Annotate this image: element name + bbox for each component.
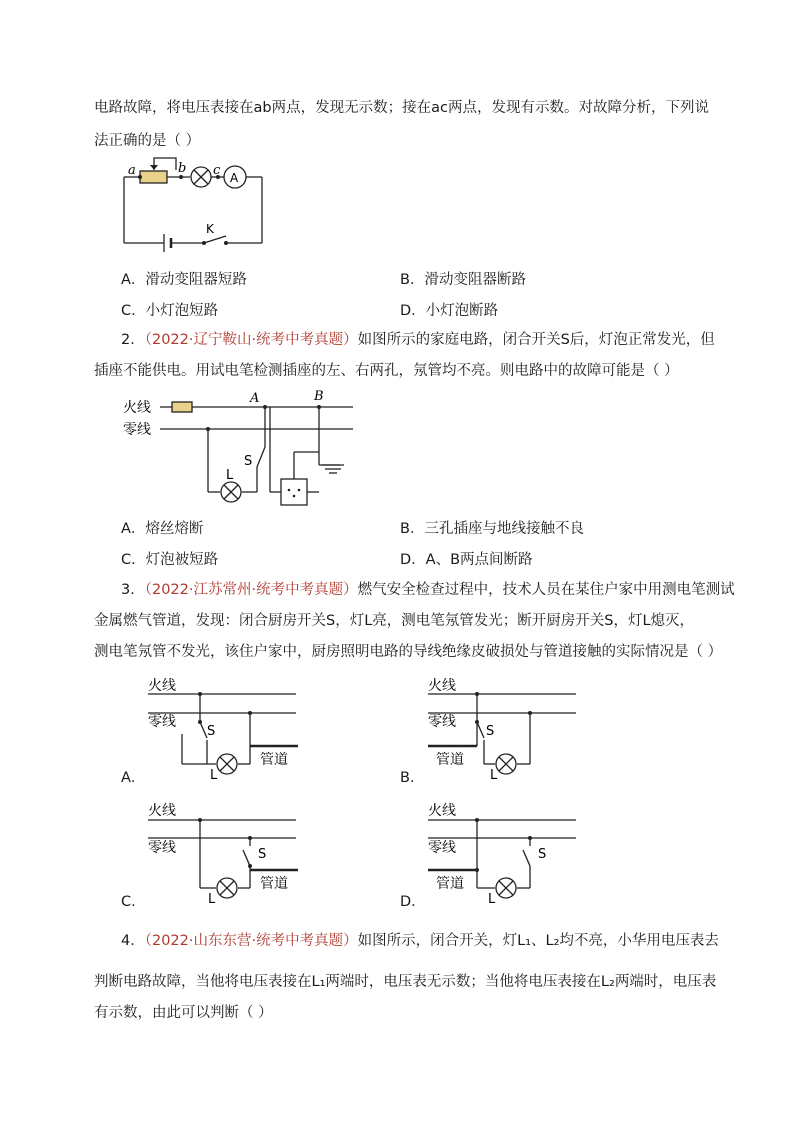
q3-text: 燃气安全检查过程中，技术人员在某住户家中用测电笔测试: [357, 582, 735, 598]
q3d-switch: S: [538, 847, 547, 862]
q4-line3: 有示数，由此可以判断（ ）: [94, 1005, 273, 1021]
q1-line1: 电路故障，将电压表接在ab两点，发现无示数；接在ac两点，发现有示数。对故障分析，下列说: [94, 100, 709, 116]
q2-lamp-label: L: [226, 468, 234, 483]
q3a-lamp: L: [210, 768, 218, 783]
q4-l1-symbol-2: L₁: [311, 974, 326, 990]
q3b-live: 火线: [428, 678, 456, 694]
q2-label-a: A: [250, 391, 260, 406]
q4-l2-symbol: L₂: [545, 933, 560, 949]
q3-line3: 测电笔氖管不发光，该住户家中，厨房照明电路的导线绝缘皮破损处与管道接触的实际情况是（ ）: [94, 644, 723, 660]
q2-option-d[interactable]: D．A、B两点间断路: [400, 552, 533, 568]
q3c-live: 火线: [148, 803, 176, 819]
q3c-pipe: 管道: [260, 876, 288, 892]
q3a-neutral: 零线: [148, 714, 176, 730]
q4-line1: [121, 931, 719, 951]
q3d-lamp: L: [488, 892, 496, 907]
q4-l1-symbol: L₁: [517, 933, 532, 949]
q1-label-b: b: [178, 161, 187, 176]
q3b-pipe: 管道: [436, 752, 464, 768]
q3-option-c[interactable]: C．: [121, 894, 146, 910]
q4-text-a: 如图所示，闭合开关，灯: [357, 933, 518, 949]
q1-label-c: c: [213, 163, 221, 178]
q3-option-a[interactable]: A．: [121, 770, 146, 786]
q2-option-a[interactable]: A．熔丝熔断: [121, 521, 204, 537]
q3-option-b[interactable]: B．: [400, 770, 425, 786]
q3c-neutral: 零线: [148, 840, 176, 856]
q3-option-d[interactable]: D．: [400, 894, 426, 910]
q2-switch-label: S: [244, 454, 253, 469]
q3d-pipe: 管道: [436, 876, 464, 892]
q1-ammeter-label: A: [230, 171, 239, 185]
q4-line2-a: 判断电路故障，当他将电压表接在: [94, 974, 312, 990]
q3c-lamp: L: [208, 892, 216, 907]
q3-source: （2022·江苏常州·统考中考真题）: [144, 582, 358, 598]
q3a-pipe: 管道: [260, 752, 288, 768]
q3a-live: 火线: [148, 678, 176, 694]
q3d-neutral: 零线: [428, 840, 456, 856]
q3b-switch: S: [486, 724, 495, 739]
q3a-switch: S: [207, 724, 216, 739]
q3-diagram-d: [428, 802, 576, 907]
q3-diagram-c: [148, 802, 298, 907]
q2-option-b[interactable]: B．三孔插座与地线接触不良: [400, 521, 584, 537]
q3-line2: 金属燃气管道，发现：闭合厨房开关S，灯L亮，测电笔氖管发光；断开厨房开关S，灯L熄灭，: [94, 613, 695, 629]
q4-line2-b: 两端时，电压表无示数；当他将电压表接在: [325, 974, 601, 990]
q2-line2: 插座不能供电。用试电笔检测插座的左、右两孔，氖管均不亮。则电路中的故障可能是（ ）: [94, 363, 679, 379]
q2-live-label: 火线: [123, 400, 151, 416]
q4-sep: 、: [531, 933, 546, 949]
q4-number: 4．: [121, 933, 145, 949]
q4-source: （2022·山东东营·统考中考真题）: [144, 933, 358, 949]
q2-number: 2．: [121, 332, 145, 348]
q1-option-d[interactable]: D．小灯泡断路: [400, 303, 499, 319]
q4-text-b: 均不亮，小华用电压表去: [559, 933, 719, 949]
q3d-live: 火线: [428, 803, 456, 819]
q1-switch-label: K: [206, 222, 214, 236]
q3-diagram-b: [428, 677, 576, 783]
q2-label-b: B: [314, 389, 324, 404]
q3b-lamp: L: [490, 768, 498, 783]
q3-diagram-a: [148, 677, 298, 783]
q1-label-a: a: [128, 163, 136, 178]
q2-neutral-label: 零线: [123, 422, 151, 438]
q1-option-b[interactable]: B．滑动变阻器断路: [400, 272, 526, 288]
q4-l2-symbol-2: L₂: [600, 974, 615, 990]
q2-text: 如图所示的家庭电路，闭合开关S后，灯泡正常发光，但: [357, 332, 715, 348]
q2-source: （2022·辽宁鞍山·统考中考真题）: [144, 332, 358, 348]
q3-number: 3．: [121, 582, 145, 598]
q1-option-c[interactable]: C．小灯泡短路: [121, 303, 219, 319]
q2-option-c[interactable]: C．灯泡被短路: [121, 552, 219, 568]
q3c-switch: S: [258, 847, 267, 862]
q4-line2-c: 两端时，电压表: [614, 974, 717, 990]
q4-line2: [94, 972, 716, 992]
q1-option-a[interactable]: A．滑动变阻器短路: [121, 272, 247, 288]
q3b-neutral: 零线: [428, 714, 456, 730]
q1-line2: 法正确的是（ ）: [94, 133, 201, 149]
